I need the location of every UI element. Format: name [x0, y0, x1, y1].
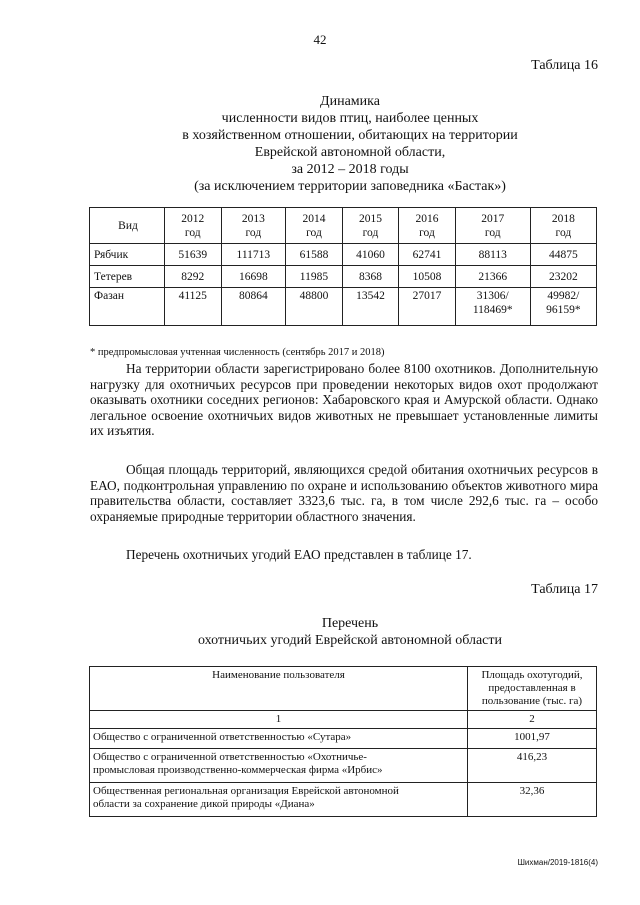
- value-cell: 41060: [342, 244, 399, 266]
- value-cell: 27017: [399, 288, 456, 326]
- title-line: Перечень: [321, 616, 379, 631]
- table-row: [90, 729, 597, 749]
- table-header-row: [90, 208, 597, 244]
- document-stamp: Шихман/2019-1816(4): [517, 858, 598, 867]
- value-cell: 31306/ 118469*: [455, 288, 530, 326]
- year-header: 2018 год: [530, 208, 596, 244]
- column-number-row: [90, 711, 597, 729]
- name-cell: Общество с ограниченной ответственностью «Сутара»: [90, 729, 468, 749]
- value-cell: 8292: [165, 266, 222, 288]
- name-cell: Общество с ограниченной ответственностью «Охотничье- промысловая производственно-коммерческая фирма «Ирбис»: [90, 749, 468, 783]
- species-cell: Рябчик: [90, 244, 165, 266]
- value-cell: 62741: [399, 244, 456, 266]
- area-header: Площадь охотугодий, предоставленная в пользование (тыс. га): [468, 667, 597, 711]
- value-cell: 48800: [286, 288, 343, 326]
- value-cell: 88113: [455, 244, 530, 266]
- table-row: [90, 266, 597, 288]
- paragraph: На территории области зарегистрировано более 8100 охотников. Дополнительную нагрузку для охотничьих ресурсов при проведении некоторых видов охот продолжают оказывать охотники соседних регионов: Хабаровского края и Амурской области. Однако легальное освоение охотничьих видов животных не превышает установленные лимиты их изъятия.: [90, 361, 598, 439]
- value-cell: 51639: [165, 244, 222, 266]
- name-cell: Общественная региональная организация Еврейской автономной области за сохранение дикой природы «Диана»: [90, 783, 468, 817]
- area-cell: 32,36: [468, 783, 597, 817]
- value-cell: 16698: [221, 266, 286, 288]
- value-cell: 61588: [286, 244, 343, 266]
- table-header-row: [90, 667, 597, 711]
- title-line: Еврейской автономной области,: [254, 145, 446, 160]
- value-cell: 44875: [530, 244, 596, 266]
- value-cell: 41125: [165, 288, 222, 326]
- value-cell: 111713: [221, 244, 286, 266]
- year-header: 2017 год: [455, 208, 530, 244]
- species-cell: Тетерев: [90, 266, 165, 288]
- value-cell: 21366: [455, 266, 530, 288]
- table16-label: Таблица 16: [531, 58, 598, 73]
- year-header: 2013 год: [221, 208, 286, 244]
- title-line: охотничьих угодий Еврейской автономной области: [198, 633, 502, 648]
- year-header: 2014 год: [286, 208, 343, 244]
- value-cell: 80864: [221, 288, 286, 326]
- value-cell: 11985: [286, 266, 343, 288]
- year-header: 2012 год: [165, 208, 222, 244]
- title-line: Динамика: [320, 94, 380, 109]
- table-row: [90, 244, 597, 266]
- value-cell: 49982/ 96159*: [530, 288, 596, 326]
- value-cell: 13542: [342, 288, 399, 326]
- title-line: (за исключением территории заповедника «Бастак»): [194, 179, 506, 194]
- column-number: 2: [468, 711, 597, 729]
- table17-label: Таблица 17: [531, 582, 598, 597]
- table16-footnote: * предпромысловая учтенная численность (сентябрь 2017 и 2018): [90, 347, 385, 358]
- paragraph: Общая площадь территорий, являющихся средой обитания охотничьих ресурсов в ЕАО, подконтрольная управлению по охране и использованию объектов животного мира правительства области, составляет 3323,6 тыс. га, в том числе 292,6 тыс. га – особо охраняемые природные территории областного значения.: [90, 462, 598, 524]
- column-number: 1: [90, 711, 468, 729]
- area-cell: 1001,97: [468, 729, 597, 749]
- value-cell: 10508: [399, 266, 456, 288]
- title-line: в хозяйственном отношении, обитающих на территории: [182, 128, 518, 143]
- title-line: численности видов птиц, наиболее ценных: [221, 111, 479, 126]
- hunting-grounds-table: [89, 666, 597, 817]
- bird-population-table: [89, 207, 597, 326]
- year-header: 2015 год: [342, 208, 399, 244]
- page-number: 42: [313, 32, 327, 47]
- name-header: Наименование пользователя: [90, 667, 468, 711]
- species-header: Вид: [90, 208, 165, 244]
- table-row: [90, 288, 597, 326]
- table16-title: [80, 93, 620, 195]
- title-line: за 2012 – 2018 годы: [291, 162, 409, 177]
- year-header: 2016 год: [399, 208, 456, 244]
- value-cell: 8368: [342, 266, 399, 288]
- table-row: [90, 783, 597, 817]
- area-cell: 416,23: [468, 749, 597, 783]
- table-row: [90, 749, 597, 783]
- table17-title: [80, 615, 620, 649]
- species-cell: Фазан: [90, 288, 165, 326]
- value-cell: 23202: [530, 266, 596, 288]
- paragraph: Перечень охотничьих угодий ЕАО представлен в таблице 17.: [126, 547, 472, 562]
